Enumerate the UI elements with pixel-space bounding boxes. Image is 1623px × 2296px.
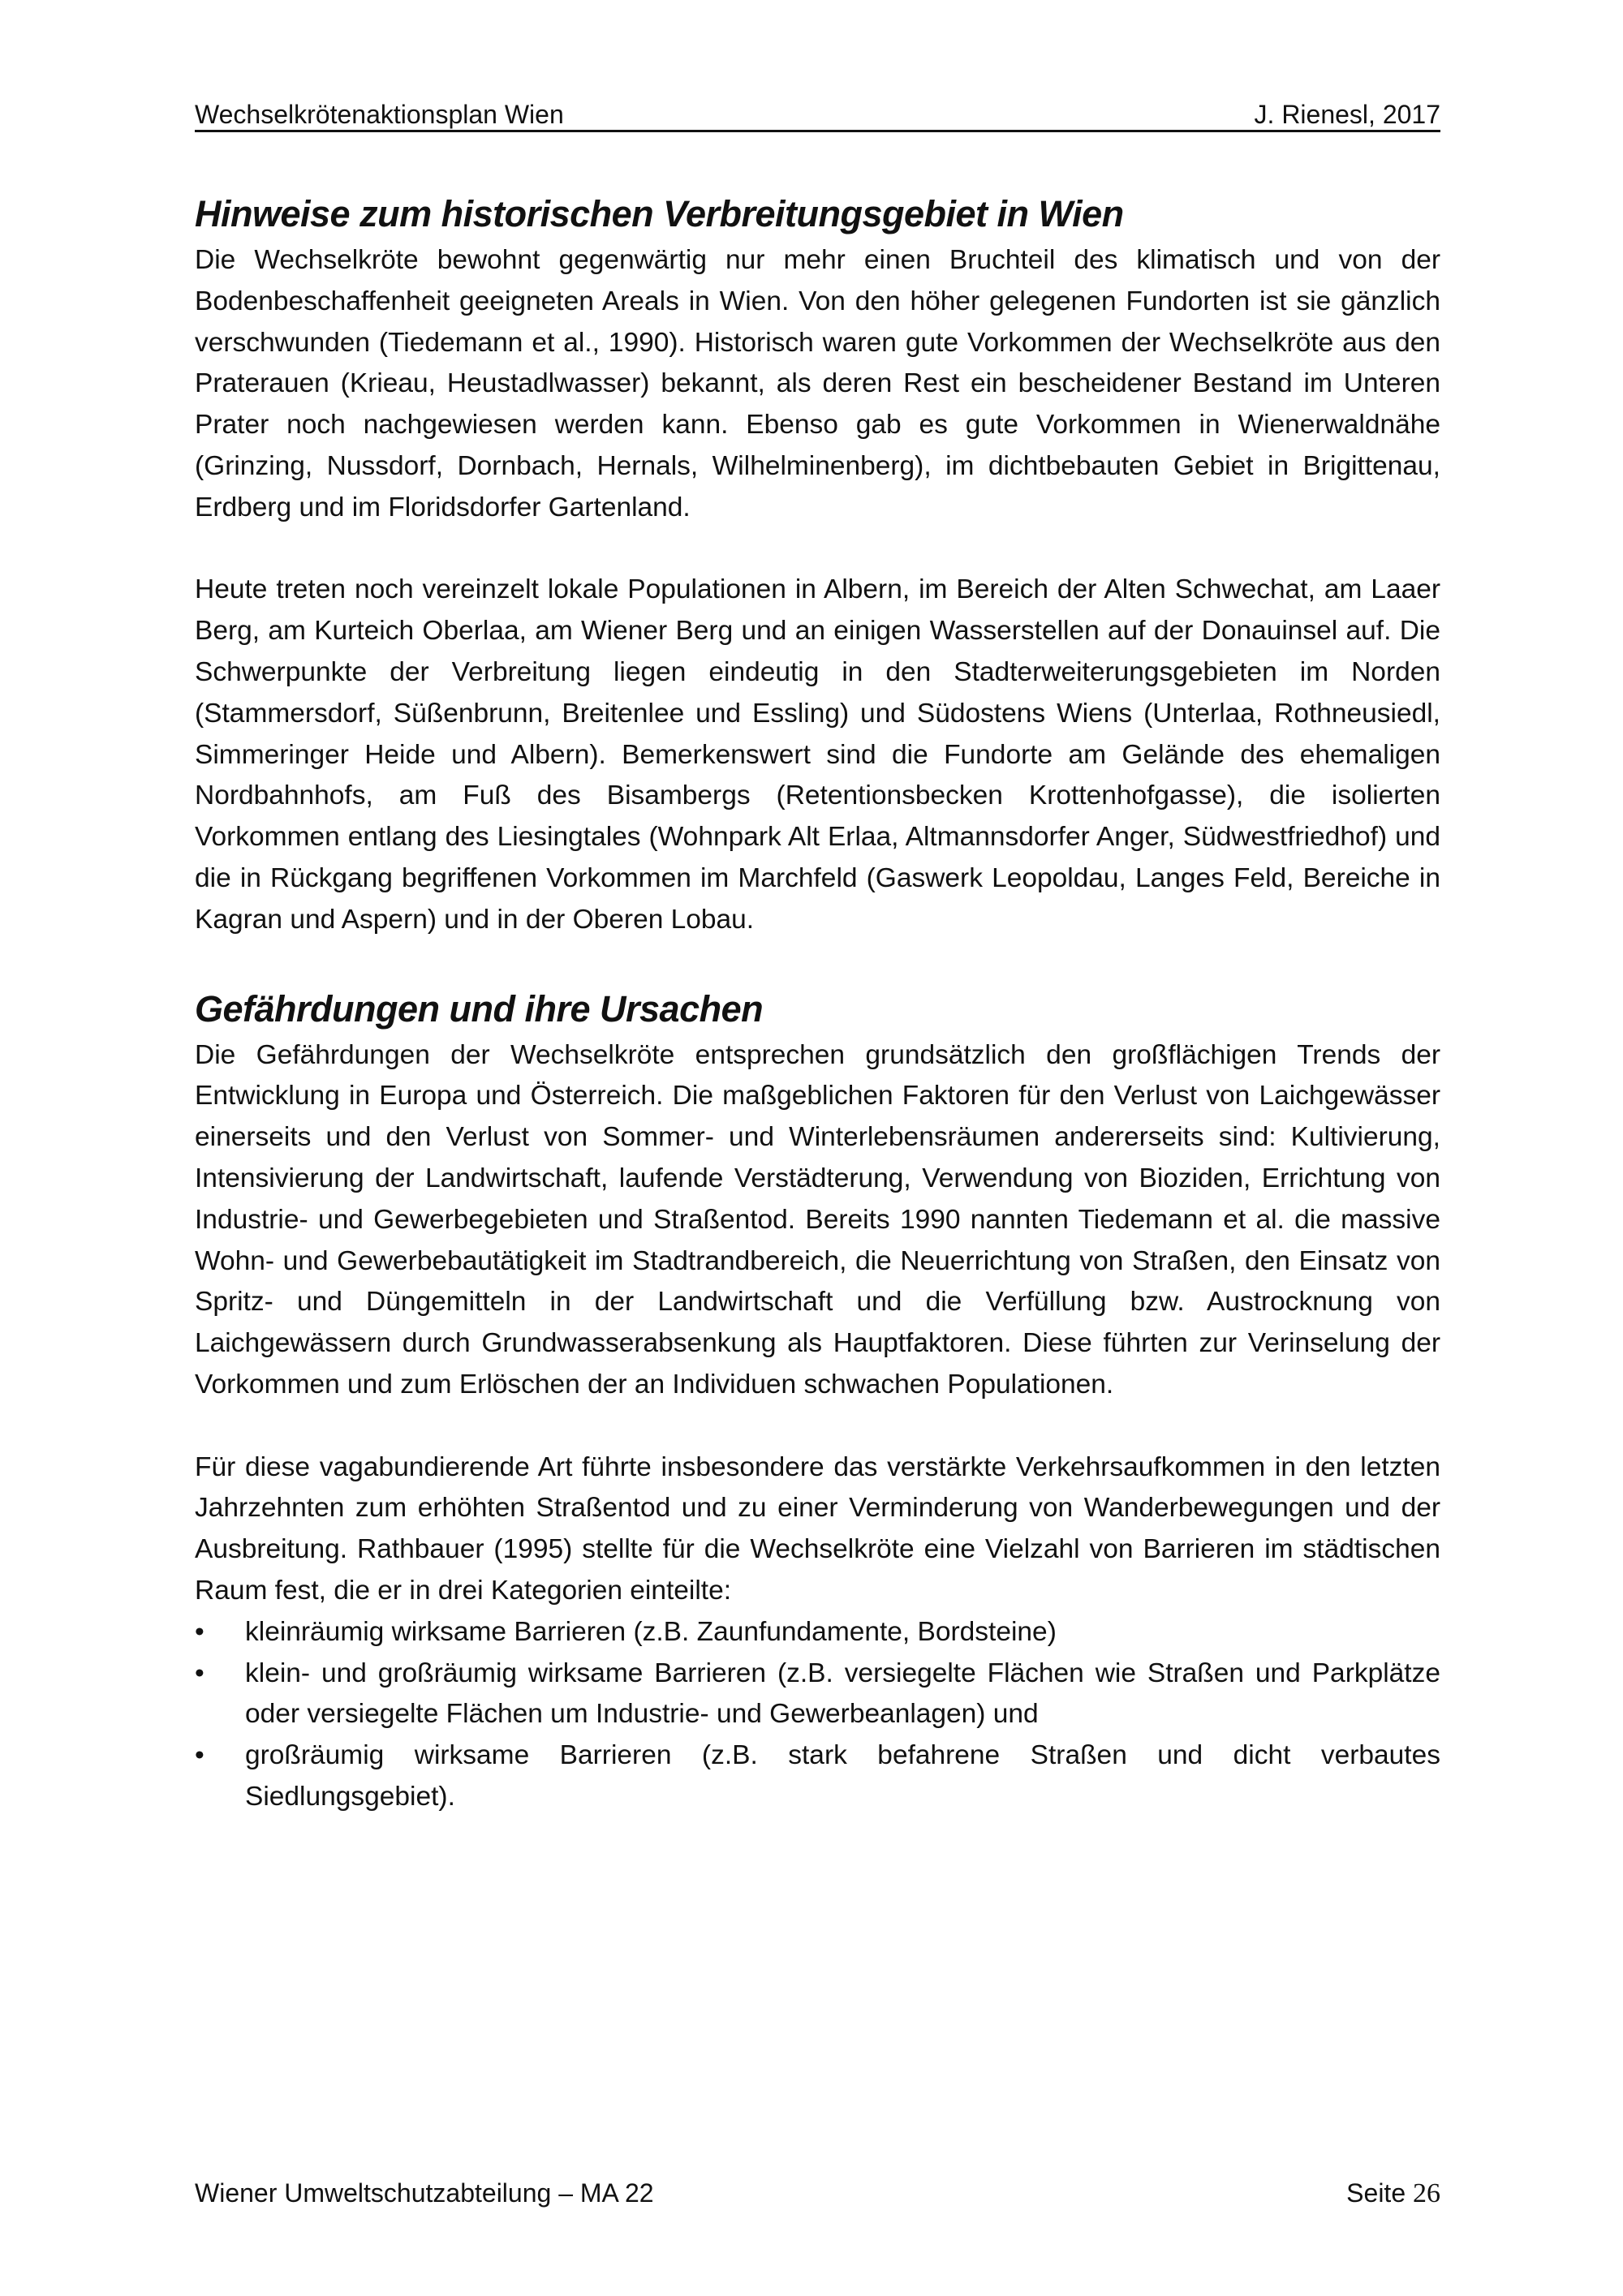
list-item-text: klein- und großräumig wirksame Barrieren (z.B. versiegelte Flächen wie Straßen und Parkplätze oder versiegelte Flächen um Industrie- und Gewerbeanlagen) und: [245, 1658, 1440, 1730]
bullet-icon: •: [195, 1658, 204, 1688]
page-number: 26: [1413, 2178, 1440, 2208]
paragraph: Für diese vagabundierende Art führte insbesondere das verstärkte Verkehrsaufkommen in den letzten Jahrzehnten zum erhöhten Straßentod und zu einer Verminderung von Wanderbewegungen und der Ausbreitung. Rathbauer (1995) stellte für die Wechselkröte eine Vielzahl von Barrieren im städtischen Raum fest, die er in drei Kategorien einteilte:: [195, 1451, 1440, 1606]
page-number-label: [1346, 2178, 1440, 2209]
paragraph: Die Wechselkröte bewohnt gegenwärtig nur mehr einen Bruchteil des klimatisch und von der Bodenbeschaffenheit geeigneten Areals in Wien. Von den höher gelegenen Fundorten ist sie gänzlich verschwunden (Tiedemann et al., 1990). Historisch waren gute Vorkommen der Wechselkröte aus den Praterauen (Krieau, Heustadlwasser) bekannt, als deren Rest ein bescheidener Bestand im Unteren Prater noch nachgewiesen werden kann. Ebenso gab es gute Vorkommen in Wienerwaldnähe (Grinzing, Nussdorf, Dornbach, Hernals, Wilhelminenberg), im dichtbebauten Gebiet in Brigittenau, Erdberg und im Floridsdorfer Gartenland.: [195, 245, 1440, 522]
footer-organization: Wiener Umweltschutzabteilung – MA 22: [195, 2178, 654, 2208]
barrier-list: [195, 1612, 1440, 1818]
paragraph: Die Gefährdungen der Wechselkröte entsprechen grundsätzlich den großflächigen Trends der Entwicklung in Europa und Österreich. Die maßgeblichen Faktoren für den Verlust von Laichgewässer einerseits und den Verlust von Sommer- und Winterlebensräumen andererseits sind: Kultivierung, Intensivierung der Landwirtschaft, laufende Verstädterung, Verwendung von Bioziden, Errichtung von Industrie- und Gewerbegebieten und Straßentod. Bereits 1990 nannten Tiedemann et al. die massive Wohn- und Gewerbebautätigkeit im Stadtrandbereich, die Neuerrichtung von Straßen, den Einsatz von Spritz- und Düngemitteln in der Landwirtschaft und die Verfüllung bzw. Austrocknung von Laichgewässern durch Grundwasserabsenkung als Hauptfaktoren. Diese führten zur Verinselung der Vorkommen und zum Erlöschen der an Individuen schwachen Populationen.: [195, 1039, 1440, 1400]
page-label: Seite: [1346, 2178, 1406, 2208]
section-heading-historical-range: Hinweise zum historischen Verbreitungsgebiet in Wien: [195, 193, 1124, 234]
list-item: [195, 1735, 1440, 1818]
list-item-text: kleinräumig wirksame Barrieren (z.B. Zaunfundamente, Bordsteine): [245, 1616, 1057, 1647]
page-header: [195, 96, 1440, 132]
paragraph: Heute treten noch vereinzelt lokale Populationen in Albern, im Bereich der Alten Schwechat, am Laaer Berg, am Kurteich Oberlaa, am Wiener Berg und an einigen Wasserstellen auf der Donauinsel auf. Die Schwerpunkte der Verbreitung liegen eindeutig in den Stadterweiterungsgebieten im Norden (Stammersdorf, Süßenbrunn, Breitenlee und Essling) und Südostens Wiens (Unterlaa, Rothneusiedl, Simmeringer Heide und Albern). Bemerkenswert sind die Fundorte am Gelände des ehemaligen Nordbahnhofs, am Fuß des Bisambergs (Retentionsbecken Krottenhofgasse), die isolierten Vorkommen entlang des Liesingtales (Wohnpark Alt Erlaa, Altmannsdorfer Anger, Südwestfriedhof) und die in Rückgang begriffenen Vorkommen im Marchfeld (Gaswerk Leopoldau, Langes Feld, Bereiche in Kagran und Aspern) und in der Oberen Lobau.: [195, 574, 1440, 935]
bullet-icon: •: [195, 1616, 204, 1647]
list-item-text: großräumig wirksame Barrieren (z.B. stark befahrene Straßen und dicht verbautes Siedlungsgebiet).: [245, 1740, 1440, 1812]
header-title: Wechselkrötenaktionsplan Wien: [195, 100, 564, 129]
section-heading-threats: Gefährdungen und ihre Ursachen: [195, 987, 764, 1030]
list-item: [195, 1653, 1440, 1736]
page-footer: [195, 2178, 1440, 2209]
bullet-icon: •: [195, 1740, 204, 1771]
header-author: J. Rienesl, 2017: [1254, 100, 1440, 129]
page-content: [195, 188, 1440, 1818]
list-item: [195, 1612, 1440, 1653]
